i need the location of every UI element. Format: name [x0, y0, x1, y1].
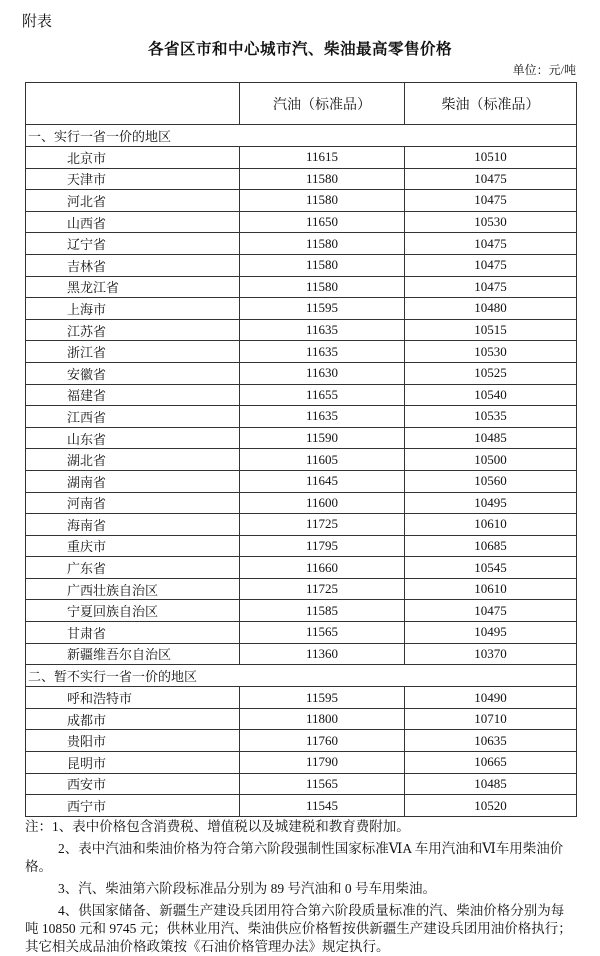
region-cell: 辽宁省	[26, 233, 240, 254]
table-row	[26, 471, 576, 493]
diesel-price-cell: 10480	[474, 300, 507, 316]
table-row	[26, 514, 576, 536]
table-row	[26, 320, 576, 342]
region-cell: 海南省	[26, 514, 240, 535]
gasoline-price-cell: 11760	[240, 730, 405, 751]
diesel-price-cell: 10485	[474, 775, 507, 791]
diesel-price-cell: 10475	[474, 278, 507, 294]
gasoline-price-cell: 11600	[240, 493, 405, 514]
table-row	[26, 363, 576, 385]
note-3-line-1: 3、汽、柴油第六阶段标准品分别为 89 号汽油和 0 号车用柴油。	[58, 881, 436, 896]
region-cell: 甘肃省	[26, 622, 240, 643]
gasoline-price-cell: 11590	[240, 428, 405, 449]
region-cell: 重庆市	[26, 536, 240, 557]
gasoline-price-cell: 11565	[240, 622, 405, 643]
gasoline-price-cell: 11580	[240, 277, 405, 298]
region-cell: 上海市	[26, 298, 240, 319]
region-cell: 呼和浩特市	[26, 687, 240, 708]
gasoline-price-cell: 11615	[240, 147, 405, 168]
table-row	[26, 774, 576, 796]
region-cell: 昆明市	[26, 752, 240, 773]
table-row	[26, 341, 576, 363]
diesel-price-cell: 10535	[474, 408, 507, 424]
region-cell: 河北省	[26, 190, 240, 211]
price-table	[25, 82, 577, 817]
table-row	[26, 277, 576, 299]
gasoline-price-cell: 11565	[240, 774, 405, 795]
region-cell: 湖南省	[26, 471, 240, 492]
table-row	[26, 557, 576, 579]
region-cell: 江苏省	[26, 320, 240, 341]
region-cell: 天津市	[26, 169, 240, 190]
diesel-price-cell: 10520	[474, 797, 507, 813]
table-row	[26, 622, 576, 644]
table-row	[26, 385, 576, 407]
diesel-price-cell: 10610	[474, 581, 507, 597]
gasoline-price-cell: 11790	[240, 752, 405, 773]
unit-label: 单位：元/吨	[512, 63, 576, 77]
gasoline-price-cell: 11630	[240, 363, 405, 384]
gasoline-price-cell: 11725	[240, 514, 405, 535]
diesel-price-cell: 10515	[474, 322, 507, 338]
note-1-line-1: 注：1、表中价格包含消费税、增值税以及城建税和教育费附加。	[25, 819, 410, 834]
diesel-price-cell: 10495	[474, 624, 507, 640]
table-row	[26, 795, 576, 817]
diesel-price-cell: 10485	[474, 430, 507, 446]
diesel-price-cell: 10540	[474, 386, 507, 402]
note-2-line-1: 2、表中汽油和柴油价格为符合第六阶段强制性国家标准ⅥA 车用汽油和Ⅵ车用柴油价	[58, 841, 564, 856]
region-cell: 宁夏回族自治区	[26, 600, 240, 621]
table-row	[26, 255, 576, 277]
table-row	[26, 233, 576, 255]
gasoline-price-cell: 11660	[240, 557, 405, 578]
gasoline-price-cell: 11545	[240, 795, 405, 816]
region-cell: 黑龙江省	[26, 277, 240, 298]
gasoline-price-cell: 11645	[240, 471, 405, 492]
region-cell: 安徽省	[26, 363, 240, 384]
region-cell: 山东省	[26, 428, 240, 449]
diesel-price-cell: 10475	[474, 170, 507, 186]
diesel-price-cell: 10665	[474, 754, 507, 770]
table-row	[26, 190, 576, 212]
region-cell: 湖北省	[26, 449, 240, 470]
gasoline-price-cell: 11795	[240, 536, 405, 557]
gasoline-price-cell: 11580	[240, 169, 405, 190]
table-row	[26, 428, 576, 450]
gasoline-price-cell: 11580	[240, 255, 405, 276]
table-row	[26, 169, 576, 191]
diesel-price-cell: 10685	[474, 537, 507, 553]
table-row	[26, 709, 576, 731]
gasoline-price-cell: 11635	[240, 320, 405, 341]
diesel-price-cell: 10530	[474, 343, 507, 359]
document-title: 各省区市和中心城市汽、柴油最高零售价格	[147, 41, 452, 58]
table-row	[26, 579, 576, 601]
gasoline-price-cell: 11635	[240, 406, 405, 427]
region-cell: 浙江省	[26, 341, 240, 362]
diesel-price-cell: 10475	[474, 192, 507, 208]
diesel-price-cell: 10545	[474, 559, 507, 575]
price-table-body	[26, 125, 576, 817]
column-header-diesel: 柴油（标准品）	[441, 97, 540, 113]
region-cell: 新疆维吾尔自治区	[26, 644, 240, 665]
table-row	[26, 752, 576, 774]
table-row	[26, 298, 576, 320]
gasoline-price-cell: 11580	[240, 233, 405, 254]
region-cell: 山西省	[26, 212, 240, 233]
table-row	[26, 687, 576, 709]
gasoline-price-cell: 11635	[240, 341, 405, 362]
table-row	[26, 147, 576, 169]
note-4-line-3: 其它相关成品油价格政策按《石油价格管理办法》规定执行。	[25, 939, 390, 954]
table-row	[26, 536, 576, 558]
gasoline-price-cell: 11580	[240, 190, 405, 211]
region-cell: 成都市	[26, 709, 240, 730]
diesel-price-cell: 10510	[474, 149, 507, 165]
region-cell: 江西省	[26, 406, 240, 427]
gasoline-price-cell: 11800	[240, 709, 405, 730]
column-header-gasoline: 汽油（标准品）	[240, 83, 405, 124]
note-4-line-2: 吨 10850 元和 9745 元；供林业用汽、柴油供应价格暂按供新疆生产建设兵团用油价格执行；	[25, 921, 572, 936]
table-row	[26, 600, 576, 622]
gasoline-price-cell: 11595	[240, 687, 405, 708]
region-cell: 西宁市	[26, 795, 240, 816]
diesel-price-cell: 10490	[474, 689, 507, 705]
gasoline-price-cell: 11725	[240, 579, 405, 600]
region-cell: 西安市	[26, 774, 240, 795]
diesel-price-cell: 10710	[474, 711, 507, 727]
region-cell: 广东省	[26, 557, 240, 578]
diesel-price-cell: 10500	[474, 451, 507, 467]
table-row	[26, 730, 576, 752]
note-4-line-1: 4、供国家储备、新疆生产建设兵团用符合第六阶段质量标准的汽、柴油价格分别为每	[58, 903, 565, 918]
section-label: 一、实行一省一价的地区	[28, 129, 172, 144]
table-row	[26, 449, 576, 471]
diesel-price-cell: 10370	[474, 645, 507, 661]
region-cell: 河南省	[26, 493, 240, 514]
table-header-row	[26, 83, 576, 125]
note-2-line-2: 格。	[25, 859, 52, 874]
gasoline-price-cell: 11650	[240, 212, 405, 233]
diesel-price-cell: 10610	[474, 516, 507, 532]
diesel-price-cell: 10475	[474, 235, 507, 251]
gasoline-price-cell: 11655	[240, 385, 405, 406]
diesel-price-cell: 10475	[474, 257, 507, 273]
diesel-price-cell: 10525	[474, 365, 507, 381]
gasoline-price-cell: 11595	[240, 298, 405, 319]
diesel-price-cell: 10495	[474, 494, 507, 510]
table-row	[26, 644, 576, 666]
region-cell: 北京市	[26, 147, 240, 168]
table-row	[26, 406, 576, 428]
region-cell: 福建省	[26, 385, 240, 406]
diesel-price-cell: 10530	[474, 214, 507, 230]
diesel-price-cell: 10560	[474, 473, 507, 489]
table-row	[26, 212, 576, 234]
region-cell: 贵阳市	[26, 730, 240, 751]
region-cell: 广西壮族自治区	[26, 579, 240, 600]
gasoline-price-cell: 11585	[240, 600, 405, 621]
appendix-label: 附表	[22, 14, 53, 30]
column-header-region	[26, 83, 240, 124]
diesel-price-cell: 10635	[474, 732, 507, 748]
gasoline-price-cell: 11360	[240, 644, 405, 665]
diesel-price-cell: 10475	[474, 602, 507, 618]
gasoline-price-cell: 11605	[240, 449, 405, 470]
region-cell: 吉林省	[26, 255, 240, 276]
section-header-row	[26, 125, 576, 147]
section-label: 二、暂不实行一省一价的地区	[28, 669, 198, 685]
table-row	[26, 493, 576, 515]
section-header-row	[26, 665, 576, 687]
